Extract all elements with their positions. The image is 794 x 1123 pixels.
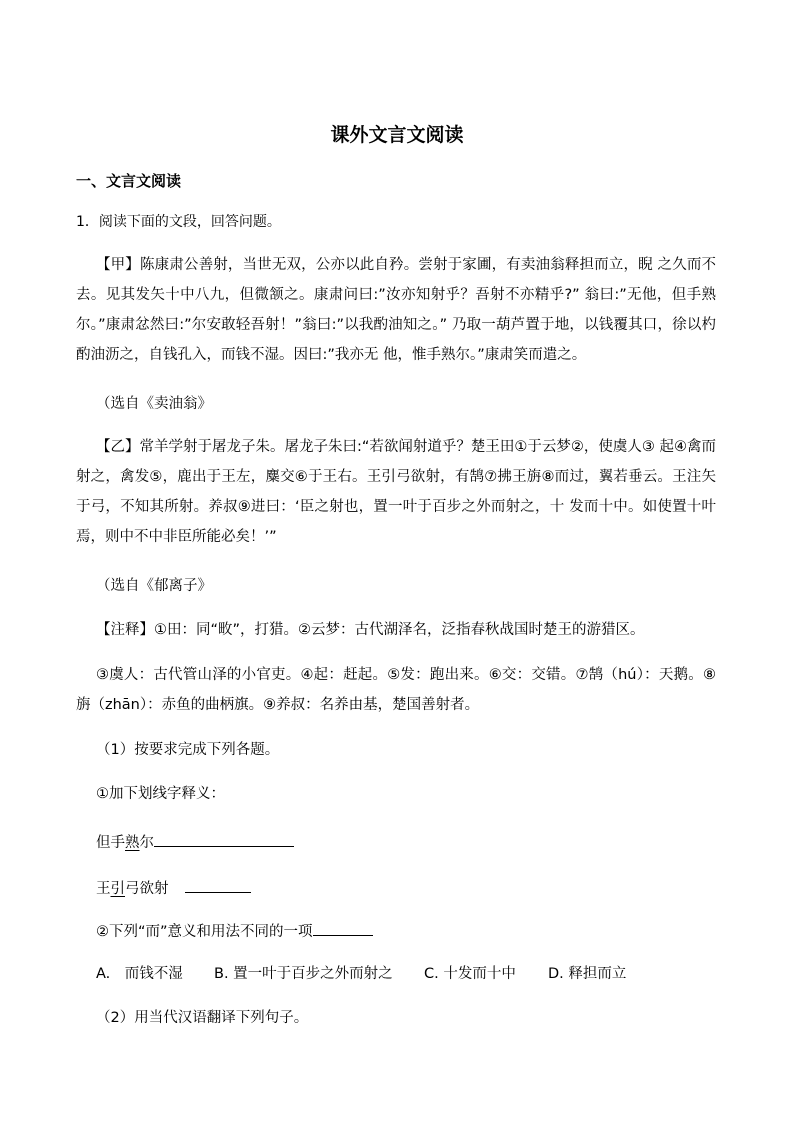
option-c[interactable]: C. 十发而十中 (424, 966, 516, 982)
passage-yi-source: （选自《郁离子》 (96, 578, 212, 594)
notes-line-2: ③虞人：古代管山泽的小官吏。④起：赶起。⑤发：跑出来。⑥交：交错。⑦鹄（hú）：天鹅。⑧旃（zhān）：赤鱼的曲柄旗。⑨养叔：名养由基，楚国善射者。 (76, 667, 716, 713)
item-2-text: ②下列“而”意义和用法不同的一项 (96, 924, 313, 940)
passage-jia: 【甲】陈康肃公善射，当世无双，公亦以此自矜。尝射于家圃，有卖油翁释担而立，睨 之久而不去。见其发矢十中八九，但微颔之。康肃问曰:”汝亦知射乎？吾射不亦精乎?” 翁曰:”无他，但手熟尔。”康肃忿然曰:”尔安敢轻吾射！”翁曰:”以我酌油知之。” 乃取一葫芦置于地，以钱覆其口，徐以杓酌油沥之，自钱孔入，而钱不湿。因曰:”我亦无 他，惟手熟尔。”康肃笑而遣之。 (76, 257, 716, 363)
options-row (96, 964, 626, 984)
word-2-suffix: 弓欲射 (125, 881, 169, 897)
option-b[interactable]: B. 置一叶于百步之外而射之 (214, 966, 393, 982)
subquestion-1-item-1: ①加下划线字释义： (96, 786, 225, 802)
notes-line-1: 【注释】①田：同“畋”，打猎。②云梦：古代湖泽名，泛指春秋战国时楚王的游猎区。 (96, 622, 645, 638)
word-2-prefix: 王 (96, 881, 111, 897)
option-a[interactable]: A. 而钱不湿 (96, 966, 183, 982)
passage-yi: 【乙】常羊学射于屠龙子朱。屠龙子朱曰:“若欲闻射道乎？楚王田①于云梦②，使虞人③ 起④禽而射之，禽发⑤，鹿出于王左，麋交⑥于王右。王引弓欲射，有鹄⑦拂王旃⑧而过，翼若垂云。王注矢于弓，不知其所射。养叔⑨进曰：‘臣之射也，置一叶于百步之外而射之，十 发而十中。如使置十叶焉，则中不中非臣所能必矣！’” (76, 439, 716, 545)
word-item-1 (96, 830, 294, 853)
answer-blank-2[interactable] (185, 876, 251, 893)
subquestion-1-item-2 (96, 919, 373, 942)
option-d[interactable]: D. 释担而立 (548, 966, 627, 982)
word-1-prefix: 但手 (96, 835, 125, 851)
page-title: 课外文言文阅读 (330, 124, 464, 146)
answer-blank-3[interactable] (313, 919, 373, 936)
passage-jia-source: （选自《卖油翁》 (96, 396, 212, 412)
word-1-underlined: 熟 (125, 835, 140, 851)
subquestion-1-label: （1）按要求完成下列各题。 (96, 742, 280, 758)
word-item-2 (96, 876, 251, 899)
word-2-underlined: 引 (110, 881, 125, 897)
answer-blank-1[interactable] (154, 830, 294, 847)
question-1-prompt: 1．阅读下面的文段，回答问题。 (76, 214, 281, 230)
word-1-suffix: 尔 (139, 835, 154, 851)
section-heading: 一、文言文阅读 (76, 172, 182, 190)
subquestion-2-label: （2）用当代汉语翻译下列句子。 (96, 1010, 309, 1026)
